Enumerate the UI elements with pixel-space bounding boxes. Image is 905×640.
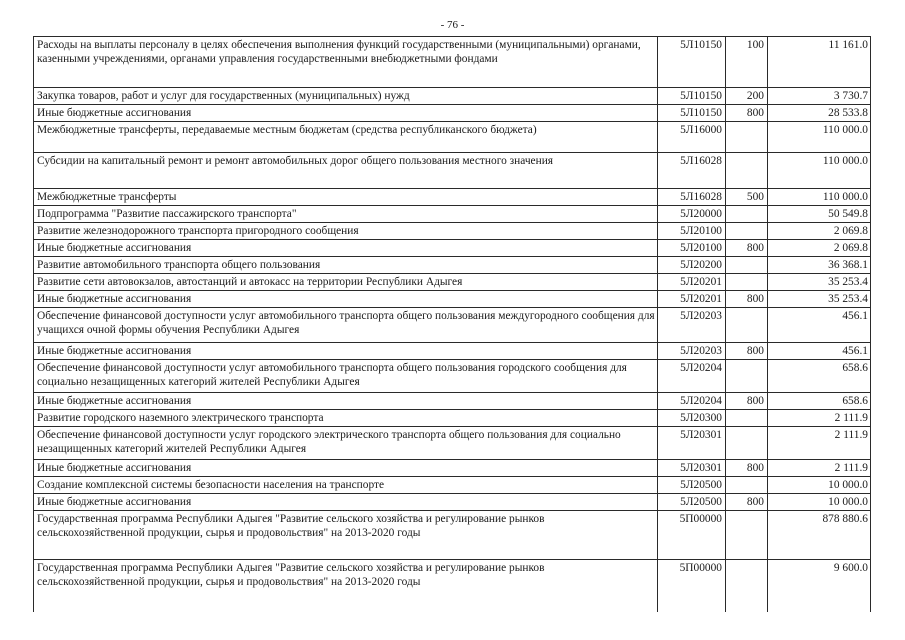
table-row <box>34 122 871 153</box>
table-row <box>34 240 871 257</box>
table-row <box>34 274 871 291</box>
table-row <box>34 291 871 308</box>
row-expense-type: 800 <box>726 343 768 360</box>
row-code: 5Л20100 <box>658 223 726 240</box>
row-sum: 658.6 <box>768 360 871 393</box>
row-code: 5Л20100 <box>658 240 726 257</box>
row-expense-type <box>726 560 768 612</box>
row-expense-type <box>726 410 768 427</box>
table-row <box>34 88 871 105</box>
row-sum: 10 000.0 <box>768 477 871 494</box>
row-sum: 110 000.0 <box>768 189 871 206</box>
row-code: 5Л16028 <box>658 153 726 189</box>
row-code: 5Л10150 <box>658 37 726 88</box>
row-code: 5Л20200 <box>658 257 726 274</box>
row-expense-type <box>726 360 768 393</box>
row-expense-type <box>726 274 768 291</box>
table-row <box>34 427 871 460</box>
row-sum: 28 533.8 <box>768 105 871 122</box>
row-expense-type <box>726 257 768 274</box>
row-sum: 2 069.8 <box>768 240 871 257</box>
row-name: Развитие сети автовокзалов, автостанций и автокасс на территории Республики Адыгея <box>34 274 658 291</box>
row-sum: 2 111.9 <box>768 410 871 427</box>
row-sum: 658.6 <box>768 393 871 410</box>
row-expense-type <box>726 223 768 240</box>
row-name: Обеспечение финансовой доступности услуг автомобильного транспорта общего пользования городского сообщения для социально незащищенных категорий жителей Республики Адыгея <box>34 360 658 393</box>
table-row <box>34 343 871 360</box>
table-row <box>34 105 871 122</box>
row-expense-type: 200 <box>726 88 768 105</box>
row-code: 5Л20500 <box>658 477 726 494</box>
row-name: Иные бюджетные ассигнования <box>34 105 658 122</box>
row-code: 5Л16000 <box>658 122 726 153</box>
row-sum: 9 600.0 <box>768 560 871 612</box>
row-code: 5Л20203 <box>658 308 726 343</box>
row-name: Подпрограмма "Развитие пассажирского транспорта" <box>34 206 658 223</box>
row-expense-type: 800 <box>726 460 768 477</box>
row-code: 5П00000 <box>658 511 726 560</box>
row-expense-type: 800 <box>726 105 768 122</box>
row-sum: 35 253.4 <box>768 291 871 308</box>
row-name: Государственная программа Республики Адыгея "Развитие сельского хозяйства и регулирование рынков сельскохозяйственной продукции, сырья и продовольствия" на 2013-2020 годы <box>34 560 658 612</box>
table-row <box>34 206 871 223</box>
row-sum: 11 161.0 <box>768 37 871 88</box>
table-row <box>34 153 871 189</box>
table-row <box>34 223 871 240</box>
row-expense-type: 800 <box>726 393 768 410</box>
row-sum: 110 000.0 <box>768 153 871 189</box>
row-code: 5Л16028 <box>658 189 726 206</box>
row-name: Иные бюджетные ассигнования <box>34 393 658 410</box>
row-sum: 878 880.6 <box>768 511 871 560</box>
row-name: Закупка товаров, работ и услуг для государственных (муниципальных) нужд <box>34 88 658 105</box>
row-name: Межбюджетные трансферты, передаваемые местным бюджетам (средства республиканского бюджета) <box>34 122 658 153</box>
row-code: 5Л10150 <box>658 88 726 105</box>
table-row <box>34 460 871 477</box>
row-name: Развитие городского наземного электрического транспорта <box>34 410 658 427</box>
row-expense-type <box>726 122 768 153</box>
table-row <box>34 410 871 427</box>
row-sum: 2 111.9 <box>768 427 871 460</box>
row-expense-type: 100 <box>726 37 768 88</box>
row-code: 5Л20204 <box>658 393 726 410</box>
row-expense-type: 800 <box>726 240 768 257</box>
table-row <box>34 494 871 511</box>
row-code: 5Л20301 <box>658 427 726 460</box>
table-row <box>34 308 871 343</box>
row-code: 5П00000 <box>658 560 726 612</box>
row-name: Государственная программа Республики Адыгея "Развитие сельского хозяйства и регулирование рынков сельскохозяйственной продукции, сырья и продовольствия" на 2013-2020 годы <box>34 511 658 560</box>
row-code: 5Л20301 <box>658 460 726 477</box>
row-code: 5Л20201 <box>658 291 726 308</box>
row-sum: 456.1 <box>768 343 871 360</box>
row-expense-type <box>726 427 768 460</box>
row-code: 5Л20204 <box>658 360 726 393</box>
table-row <box>34 37 871 88</box>
row-name: Иные бюджетные ассигнования <box>34 240 658 257</box>
row-sum: 3 730.7 <box>768 88 871 105</box>
row-name: Создание комплексной системы безопасности населения на транспорте <box>34 477 658 494</box>
row-name: Обеспечение финансовой доступности услуг городского электрического транспорта общего пользования для социально незащищенных категорий жителей Республики Адыгея <box>34 427 658 460</box>
row-sum: 36 368.1 <box>768 257 871 274</box>
row-code: 5Л20203 <box>658 343 726 360</box>
table-row <box>34 511 871 560</box>
row-sum: 2 111.9 <box>768 460 871 477</box>
row-expense-type <box>726 477 768 494</box>
table-row <box>34 257 871 274</box>
table-row <box>34 477 871 494</box>
row-expense-type <box>726 153 768 189</box>
table-row <box>34 560 871 612</box>
row-sum: 2 069.8 <box>768 223 871 240</box>
table-row <box>34 189 871 206</box>
row-code: 5Л20000 <box>658 206 726 223</box>
row-sum: 35 253.4 <box>768 274 871 291</box>
row-sum: 50 549.8 <box>768 206 871 223</box>
row-code: 5Л20500 <box>658 494 726 511</box>
row-name: Обеспечение финансовой доступности услуг автомобильного транспорта общего пользования междугородного сообщения для учащихся очной формы обучения Республики Адыгея <box>34 308 658 343</box>
row-sum: 10 000.0 <box>768 494 871 511</box>
row-code: 5Л20201 <box>658 274 726 291</box>
row-name: Иные бюджетные ассигнования <box>34 343 658 360</box>
table-row <box>34 360 871 393</box>
row-expense-type: 500 <box>726 189 768 206</box>
row-name: Развитие железнодорожного транспорта пригородного сообщения <box>34 223 658 240</box>
row-name: Иные бюджетные ассигнования <box>34 460 658 477</box>
row-expense-type <box>726 206 768 223</box>
row-code: 5Л20300 <box>658 410 726 427</box>
row-name: Межбюджетные трансферты <box>34 189 658 206</box>
row-name: Иные бюджетные ассигнования <box>34 494 658 511</box>
row-name: Расходы на выплаты персоналу в целях обеспечения выполнения функций государственными (муниципальными) органами, казенными учреждениями, органами управления государственными внебюджетными фондами <box>34 37 658 88</box>
page-number: - 76 - <box>440 19 465 31</box>
budget-table <box>33 36 871 612</box>
row-sum: 110 000.0 <box>768 122 871 153</box>
row-name: Иные бюджетные ассигнования <box>34 291 658 308</box>
row-expense-type <box>726 308 768 343</box>
row-name: Субсидии на капитальный ремонт и ремонт автомобильных дорог общего пользования местного значения <box>34 153 658 189</box>
table-row <box>34 393 871 410</box>
row-code: 5Л10150 <box>658 105 726 122</box>
row-name: Развитие автомобильного транспорта общего пользования <box>34 257 658 274</box>
row-sum: 456.1 <box>768 308 871 343</box>
row-expense-type: 800 <box>726 494 768 511</box>
row-expense-type <box>726 511 768 560</box>
row-expense-type: 800 <box>726 291 768 308</box>
